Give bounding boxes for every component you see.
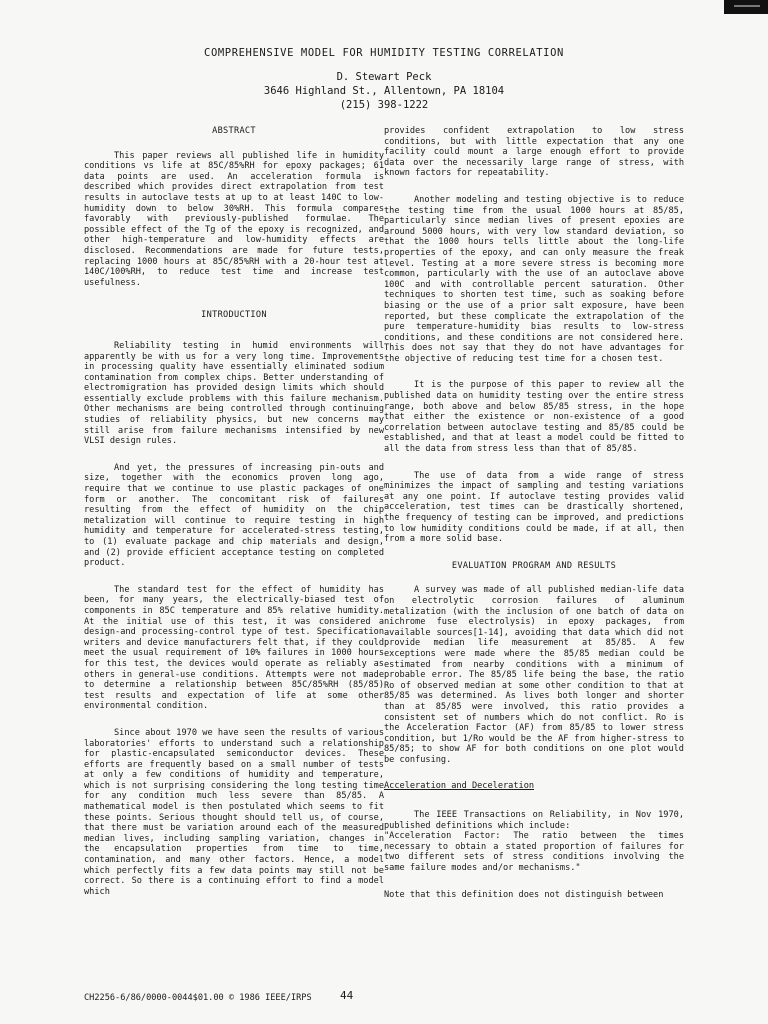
continued-paragraph: provides confident extrapolation to low stress conditions, but with little expectation that any one facility could mount a large enough effort to provide data over the necessarily large range of stress, with known factors for repeatability. <box>384 126 684 179</box>
copyright-code: CH2256-6/86/0000-0044$01.00 © 1986 IEEE/IRPS <box>84 993 312 1003</box>
right-column <box>384 126 684 916</box>
evaluation-heading: EVALUATION PROGRAM AND RESULTS <box>451 560 617 571</box>
author-phone: (215) 398-1222 <box>339 99 429 111</box>
intro-paragraph-3: The standard test for the effect of humidity has been, for many years, the electrically-biased test of components in 85C temperature and 85% relative humidity. At the initial use of this test, it was considered a design-and processing-control type of test. Specification writers and device manufacturers felt that, if they could meet the usual requirement of 10% failures in 1000 hours for this test, the devices would operate as reliably as others in general-use conditions. Attempts were not made to determine a relationship between 85C/85%RH (85/85) test results and expectation of life at some other environmental condition. <box>84 584 384 712</box>
introduction-heading: INTRODUCTION <box>201 310 267 321</box>
ieee-definition-intro: The IEEE Transactions on Reliability, in Nov 1970, published definitions which include: <box>384 810 684 831</box>
author-address: 3646 Highland St., Allentown, PA 18104 <box>263 85 505 97</box>
page-number: 44 <box>340 989 354 1002</box>
intro-paragraph-4: Since about 1970 we have seen the results of various laboratories' efforts to understand such a relationship for plastic-encapsulated semiconductor devices. These efforts are frequently based on a small number of tests at only a few conditions of humidity and temperature, which is not surprising considering the long testing time for any condition much less severe than 85/85. A mathematical model is then postulated which seems to fit these points. Serious thought should tell us, of course, that there must be variation around each of the measured median lives, including sampling variation, changes in the encapsulation properties from time to time, contamination, and many other factors. Hence, a model which perfectly fits a few data points may still not be correct. So there is a continuing effort to find a model which <box>84 727 384 897</box>
ieee-definition-quote: "Acceleration Factor: The ratio between the times necessary to obtain a stated proportion of failures for two different sets of stress conditions involving the same failure modes and/or mechanisms." <box>384 831 684 874</box>
wide-range-paragraph: The use of data from a wide range of stress minimizes the impact of sampling and testing variations at any one point. If autoclave testing provides valid acceleration, test times can be drastically shortened, the frequency of testing can be improved, and predictions to low humidity conditions could be made, if at all, then from a more solid base. <box>384 470 684 545</box>
paper-header <box>0 46 768 112</box>
evaluation-paragraph: A survey was made of all published median-life data on electrolytic corrosion failures of aluminum metalization (with the inclusion of one batch of data on nichrome fuse electrolysis) in epoxy packages, from available sources[1-14], avoiding that data which did not provide median life measurement at 85/85. A few exceptions were made where the 85/85 median could be estimated from nearby conditions with a minimum of probable error. The 85/85 life being the base, the ratio Ro of observed median at some other condition to that at 85/85 was determined. As lives both longer and shorter than at 85/85 were involved, this ratio provides a consistent set of numbers which do not conflict. Ro is the Acceleration Factor (AF) from 85/85 to lower stress condition, but 1/Ro would be the AF from higher-stress to 85/85; to show AF for both conditions on one plot would be confusing. <box>384 585 684 765</box>
paper-title: COMPREHENSIVE MODEL FOR HUMIDITY TESTING CORRELATION <box>204 47 564 59</box>
intro-paragraph-1: Reliability testing in humid environments will apparently be with us for a very long time. Improvements in processing quality have essentially eliminated sodium contamination from complex chips. Better understanding of electromigration has provided design limits which should essentially exclude problems with this failure mechanism. Other mechanisms are being controlled through continuing studies of reliability physics, but new concerns may still arise from failure mechanisms intensified by new VLSI design rules. <box>84 340 384 447</box>
left-column <box>84 126 384 913</box>
intro-paragraph-2: And yet, the pressures of increasing pin-outs and size, together with the economics proven long ago, require that we continue to use plastic packages of one form or another. The concomitant risk of failures resulting from the effect of humidity on the chip metalization will continue to require testing in high humidity and temperature for accelerated-stress testing, to (1) evaluate package and chip materials and design, and (2) provide efficient acceptance testing on completed product. <box>84 462 384 569</box>
acceleration-heading: Acceleration and Deceleration <box>384 781 535 792</box>
abstract-text: This paper reviews all published life in humidity conditions vs life at 85C/85%RH for epoxy packages; 61 data points are used. An acceleration formula is described which provides direct extrapolation from test results in autoclave tests at up to at least 140C to low-humidity down to below 30%RH. This formula compares favorably with previously-published formulae. The possible effect of the Tg of the epoxy is recognized, and other high-temperature and low-humidity effects are disclosed. Recommendations are made for future tests, replacing 1000 hours at 85C/85%RH with a 20-hour test at 140C/100%RH, to reduce test time and increase test usefulness. <box>84 150 384 288</box>
author-name: D. Stewart Peck <box>336 71 432 83</box>
note-paragraph: Note that this definition does not distinguish between <box>384 889 664 900</box>
purpose-paragraph: It is the purpose of this paper to review all the published data on humidity testing over the entire stress range, both above and below 85/85 stress, in the hope that either the existence or non-existence of a good correlation between autoclave testing and 85/85 could be established, and that at least a model could be fitted to all the data from stress less than that of 85/85. <box>384 380 684 455</box>
abstract-heading: ABSTRACT <box>212 126 256 136</box>
corner-scan-mark <box>724 0 768 14</box>
modeling-paragraph: Another modeling and testing objective is to reduce the testing time from the usual 1000 hours at 85/85, particularly since median lives of present epoxies are around 5000 hours, with very low standard deviation, so that the 1000 hours tells little about the long-life properties of the epoxy, and can only measure the freak level. Testing at a more severe stress is becoming more common, particularly with the use of an autoclave above 100C and with controllable percent saturation. Other techniques to shorten test time, such as soaking before biasing or the use of a prior salt exposure, have been reported, but these complicate the extrapolation of the pure temperature-humidity bias results to low-stress conditions, and these conditions are not considered here. This does not say that they do not have advantages for the objective of reducing test time for a chosen test. <box>384 194 684 364</box>
